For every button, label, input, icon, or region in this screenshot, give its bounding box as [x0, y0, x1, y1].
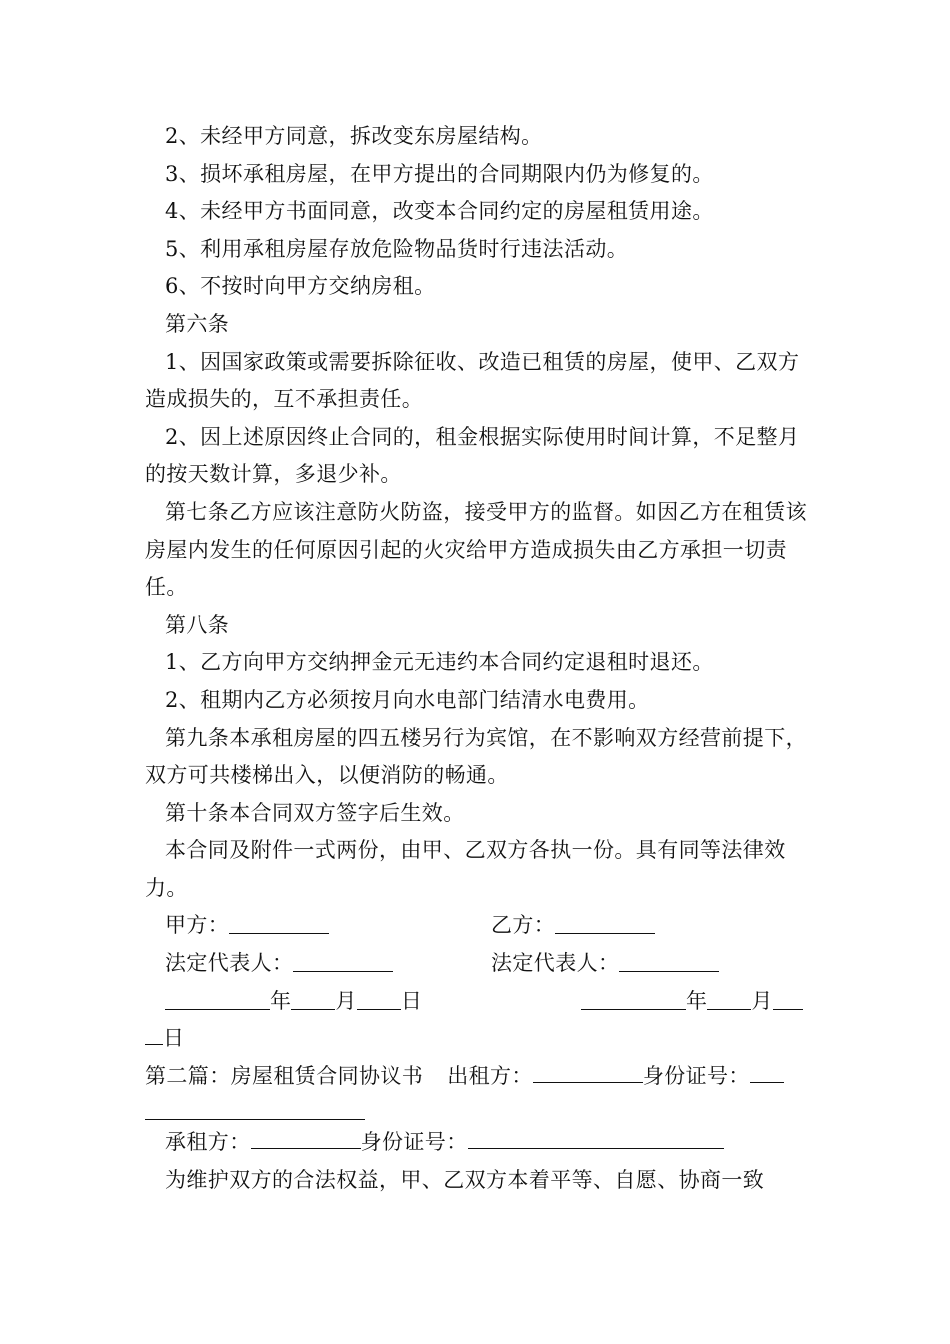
lessee-blank[interactable] [251, 1124, 361, 1149]
signature-row-date [145, 983, 807, 1021]
date-b-continuation [145, 1020, 807, 1058]
legal-rep-b-blank[interactable] [619, 947, 719, 972]
legal-rep-b-label: 法定代表人： [491, 951, 620, 976]
year-b-blank[interactable] [581, 985, 686, 1010]
day-b-blank-continued[interactable] [145, 1020, 163, 1045]
day-a-blank[interactable] [357, 985, 401, 1010]
legal-rep-a-blank[interactable] [293, 947, 393, 972]
lessor-id-blank[interactable] [750, 1058, 784, 1083]
year-a-blank[interactable] [165, 985, 270, 1010]
clause-line: 4、未经甲方书面同意，改变本合同约定的房屋租赁用途。 [165, 199, 714, 224]
signature-row-parties [145, 907, 807, 945]
day-label: 日 [163, 1026, 185, 1051]
day-b-blank[interactable] [773, 985, 803, 1010]
month-b-blank[interactable] [707, 985, 751, 1010]
month-label: 月 [335, 988, 357, 1013]
legal-rep-a-signature [145, 945, 491, 983]
clause-paragraph: 1、因国家政策或需要拆除征收、改造已租赁的房屋，使甲、乙双方造成损失的，互不承担责任。 [145, 349, 800, 412]
legal-rep-b-signature [491, 945, 807, 983]
year-label: 年 [686, 988, 708, 1013]
article-heading: 第八条 [165, 612, 230, 637]
lessor-label: 出租方： [447, 1063, 533, 1088]
article-paragraph: 本合同及附件一式两份，由甲、乙双方各执一份。具有同等法律效力。 [145, 838, 786, 900]
article-paragraph: 第七条乙方应该注意防火防盗，接受甲方的监督。如因乙方在租赁该房屋内发生的任何原因引起的火灾给甲方造成损失由乙方承担一切责任。 [145, 499, 807, 600]
clause-line: 5、利用承租房屋存放危险物品货时行违法活动。 [165, 236, 629, 261]
part2-intro: 为维护双方的合法权益，甲、乙双方本着平等、自愿、协商一致 [165, 1168, 765, 1193]
party-a-label: 甲方： [165, 913, 230, 938]
document-body [145, 118, 807, 1200]
legal-rep-a-label: 法定代表人： [165, 951, 294, 976]
lessee-id-blank[interactable] [468, 1124, 724, 1149]
date-a [145, 983, 491, 1021]
lessor-id-blank-continued[interactable] [145, 1095, 365, 1120]
party-a-signature [145, 907, 491, 945]
month-label: 月 [751, 988, 773, 1013]
day-label: 日 [400, 988, 423, 1013]
lessee-id-label: 身份证号： [360, 1130, 468, 1155]
date-b [491, 983, 807, 1021]
lessee-label: 承租方： [165, 1130, 251, 1155]
article-paragraph: 第十条本合同双方签字后生效。 [165, 800, 465, 825]
party-a-blank[interactable] [229, 909, 329, 934]
lessee-row [145, 1124, 807, 1162]
part2-heading-row [145, 1058, 807, 1096]
clause-line: 3、损坏承租房屋，在甲方提出的合同期限内仍为修复的。 [165, 161, 714, 186]
clause-line: 6、不按时向甲方交纳房租。 [165, 274, 436, 299]
signature-row-legal-rep [145, 945, 807, 983]
year-label: 年 [270, 988, 292, 1013]
party-b-label: 乙方： [491, 913, 556, 938]
clause-line: 1、乙方向甲方交纳押金元无违约本合同约定退租时退还。 [165, 650, 714, 675]
party-b-blank[interactable] [555, 909, 655, 934]
article-paragraph: 第九条本承租房屋的四五楼另行为宾馆，在不影响双方经营前提下，双方可共楼梯出入，以便消防的畅通。 [145, 725, 807, 788]
clause-line: 2、租期内乙方必须按月向水电部门结清水电费用。 [165, 687, 650, 712]
lessor-id-label: 身份证号： [642, 1063, 750, 1088]
party-b-signature [491, 907, 807, 945]
month-a-blank[interactable] [291, 985, 335, 1010]
lessor-id-continuation [145, 1095, 807, 1120]
clause-paragraph: 2、因上述原因终止合同的，租金根据实际使用时间计算，不足整月的按天数计算，多退少补。 [145, 424, 800, 487]
article-heading: 第六条 [165, 311, 230, 336]
part2-heading: 第二篇：房屋租赁合同协议书 [145, 1063, 424, 1088]
clause-line: 2、未经甲方同意，拆改变东房屋结构。 [165, 124, 543, 148]
lessor-blank[interactable] [533, 1058, 643, 1083]
